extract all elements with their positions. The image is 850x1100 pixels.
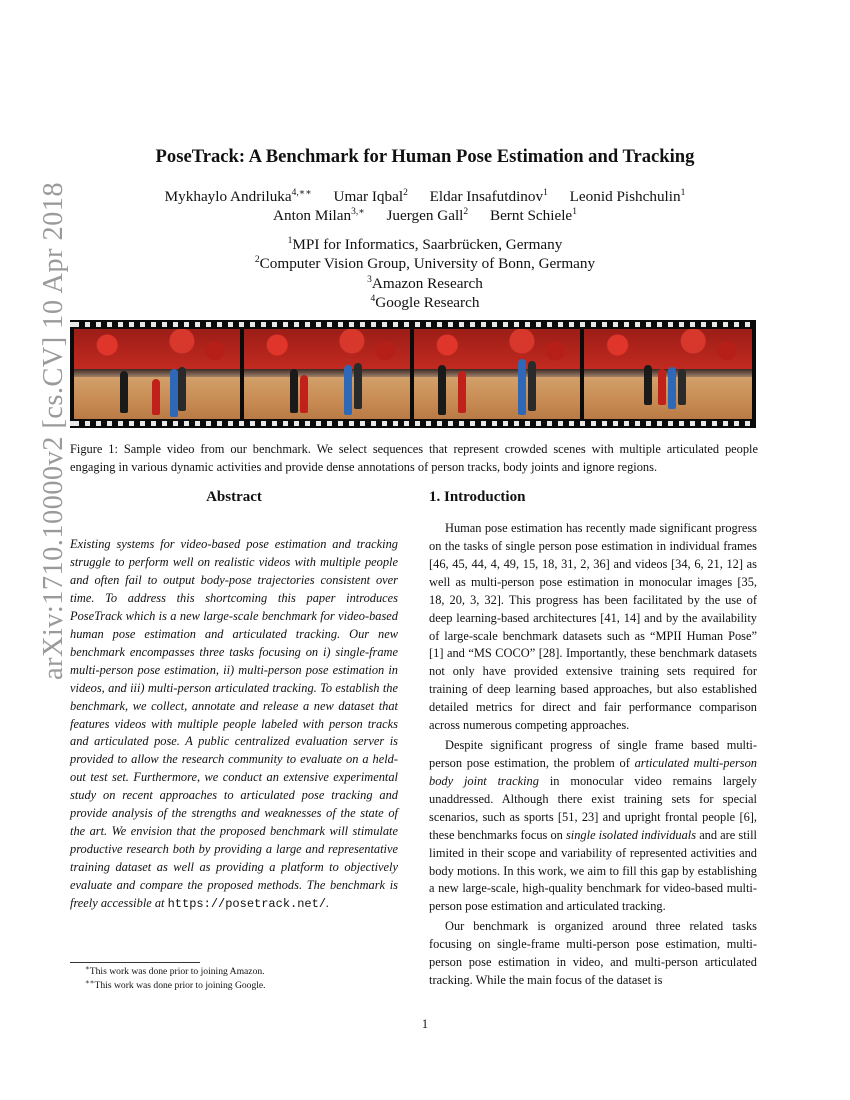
author <box>386 207 468 224</box>
footnote-mark: ∗ <box>85 964 90 972</box>
benchmark-url[interactable]: https://posetrack.net/ <box>167 897 327 912</box>
figure-caption: Figure 1: Sample video from our benchmark. We select sequences that represent crowded scenes with multiple articulated people engaging in various dynamic activities and provide dense annotations of person tracks, body joints and ignore regions. <box>70 442 758 474</box>
footnote-rule <box>70 962 200 963</box>
intro-paragraph-3: Our benchmark is organized around three related tasks focusing on single-frame multi-person pose estimation, multi-person pose estimation in video, and multi-person articulated tracking. While the main focus of the dataset is <box>429 919 757 988</box>
abstract-heading: Abstract <box>206 489 262 505</box>
affiliation-mark: 4 <box>370 293 376 304</box>
text-run: Despite significant progress of single frame based multi-person pose estimation, the problem of <box>429 738 757 770</box>
author-name: Leonid Pishchulin <box>569 188 681 205</box>
introduction-heading: 1. Introduction <box>429 489 526 505</box>
dancer-figure <box>658 369 666 405</box>
dancer-figure <box>290 369 298 413</box>
affiliation-mark: 1 <box>287 236 293 246</box>
author-name: Anton Milan <box>273 207 352 224</box>
dancer-figure <box>120 371 128 413</box>
author-affiliation-mark: 2 <box>403 188 408 198</box>
author-affiliation-mark: 1 <box>680 188 686 198</box>
author-name: Umar Iqbal <box>333 188 404 205</box>
author-affiliation-mark: 2 <box>463 207 469 217</box>
affiliation-list <box>0 235 850 312</box>
footnote-text: This work was done prior to joining Amazon. <box>89 966 265 977</box>
affiliation-text: MPI for Informatics, Saarbrücken, Germany <box>292 236 563 253</box>
dancer-figure <box>300 375 308 413</box>
abstract-body-text: Existing systems for video-based pose estimation and tracking struggle to perform well on realistic videos with multiple people and often fail to output body-pose trajectories consistent over time. To address this shortcoming this paper introduces PoseTrack which is a new large-scale benchmark for video-based human pose estimation and articulated tracking. Our new benchmark encompasses three tasks focusing on i) single-frame multi-person pose estimation, ii) multi-person pose estimation in videos, and iii) multi-person articulated tracking. To establish the benchmark, we collect, annotate and release a new dataset that features videos with multiple people labeled with person tracks and articulated pose. A public centralized evaluation server is provided to allow the research community to evaluate on a held-out test set. Furthermore, we conduct an extensive experimental study on recent approaches to articulated pose tracking and provide analysis of the strengths and weaknesses of the state of the art. We envision that the proposed benchmark will stimulate productive research both by providing a large and representative training dataset as well as providing a platform to objectively evaluate and compare the proposed methods. The benchmark is freely accessible at <box>70 537 398 911</box>
affiliation <box>0 254 850 273</box>
author-affiliation-mark: 4,∗∗ <box>291 188 312 198</box>
footnote <box>85 979 266 993</box>
author-name: Juergen Gall <box>386 207 464 224</box>
text-run: in monocular video remains largely unaddressed. Although there exist training sets for special scenarios, such as sports [51, 23] and upright frontal people [6], these benchmarks focus on <box>429 773 757 842</box>
video-frame-1 <box>74 329 240 419</box>
dancer-figure <box>344 365 352 415</box>
dancer-figure <box>438 365 446 415</box>
author-affiliation-mark: 1 <box>572 207 577 217</box>
author-list <box>90 187 760 225</box>
dancer-figure <box>152 379 160 415</box>
footnote-text: This work was done prior to joining Google. <box>94 979 266 991</box>
film-perforations-bottom <box>70 421 756 426</box>
affiliation <box>0 274 850 293</box>
affiliation-mark: 3 <box>367 274 372 285</box>
video-frame-3 <box>414 329 580 419</box>
affiliation-mark: 2 <box>254 255 260 266</box>
dancer-figure <box>528 361 536 411</box>
author-affiliation-mark: 3,∗ <box>351 207 365 217</box>
author-name: Bernt Schiele <box>489 207 573 224</box>
author-name: Mykhaylo Andriluka <box>164 188 292 205</box>
dancer-figure <box>458 371 466 413</box>
author <box>333 188 407 205</box>
figure-1-filmstrip <box>70 320 756 428</box>
footnote <box>85 965 266 979</box>
intro-paragraph-1: Human pose estimation has recently made significant progress on the tasks of single person pose estimation in individual frames [46, 45, 44, 4, 49, 15, 18, 31, 2, 36] and videos [34, 6, 21, 12] as well as multi-person pose estimation in monocular images [35, 18, 20, 3, 32]. This progress has been facilitated by the use of deep learning-based architectures [41, 14] and by the availability of large-scale benchmark datasets such as “MPII Human Pose” [1] and “MS COCO” [28]. Importantly, these benchmark datasets not only have provided extensive training sets required for training of deep learning based approaches, but also established detailed metrics for direct and fair performance comparison across numerous competing approaches. <box>429 521 757 733</box>
author <box>430 188 548 205</box>
author <box>490 207 577 224</box>
footnotes <box>70 965 266 992</box>
author <box>570 188 686 205</box>
footnote-mark: ∗∗ <box>85 977 95 986</box>
emphasis: single isolated individuals <box>565 827 697 842</box>
affiliation <box>0 293 850 312</box>
arxiv-identifier-stamp: arXiv:1710.10000v2 [cs.CV] 10 Apr 2018 <box>38 181 69 680</box>
page-number: 1 <box>421 1017 429 1031</box>
introduction-text <box>429 520 757 990</box>
affiliation-text: Amazon Research <box>371 274 483 292</box>
text-run: and are still limited in their scope and variability of represented activities and body motions. In this work, we aim to fill this gap by establishing a new large-scale, high-quality benchmark for video-based multi-person pose estimation and articulated tracking. <box>429 827 757 914</box>
affiliation-text: Computer Vision Group, University of Bonn, Germany <box>259 255 596 273</box>
video-frame-4 <box>584 329 752 419</box>
film-perforations-top <box>70 322 756 327</box>
dancer-figure <box>354 363 362 409</box>
abstract-end-punctuation: . <box>326 896 330 911</box>
author <box>273 207 365 224</box>
author-affiliation-mark: 1 <box>543 188 548 198</box>
dancer-figure <box>518 359 526 415</box>
dancer-figure <box>644 365 652 405</box>
author-name: Eldar Insafutdinov <box>429 188 544 205</box>
dancer-figure <box>668 367 676 409</box>
emphasis: articulated multi-person body joint tracking <box>429 755 758 788</box>
dancer-figure <box>678 369 686 405</box>
affiliation-text: Google Research <box>375 293 480 311</box>
abstract-text <box>70 536 398 914</box>
affiliation <box>0 235 850 254</box>
video-frame-2 <box>244 329 410 419</box>
dancer-figure <box>170 369 178 417</box>
dancer-figure <box>178 367 186 411</box>
author <box>165 188 312 205</box>
intro-paragraph-2 <box>429 737 757 916</box>
paper-title: PoseTrack: A Benchmark for Human Pose Estimation and Tracking <box>155 146 695 167</box>
